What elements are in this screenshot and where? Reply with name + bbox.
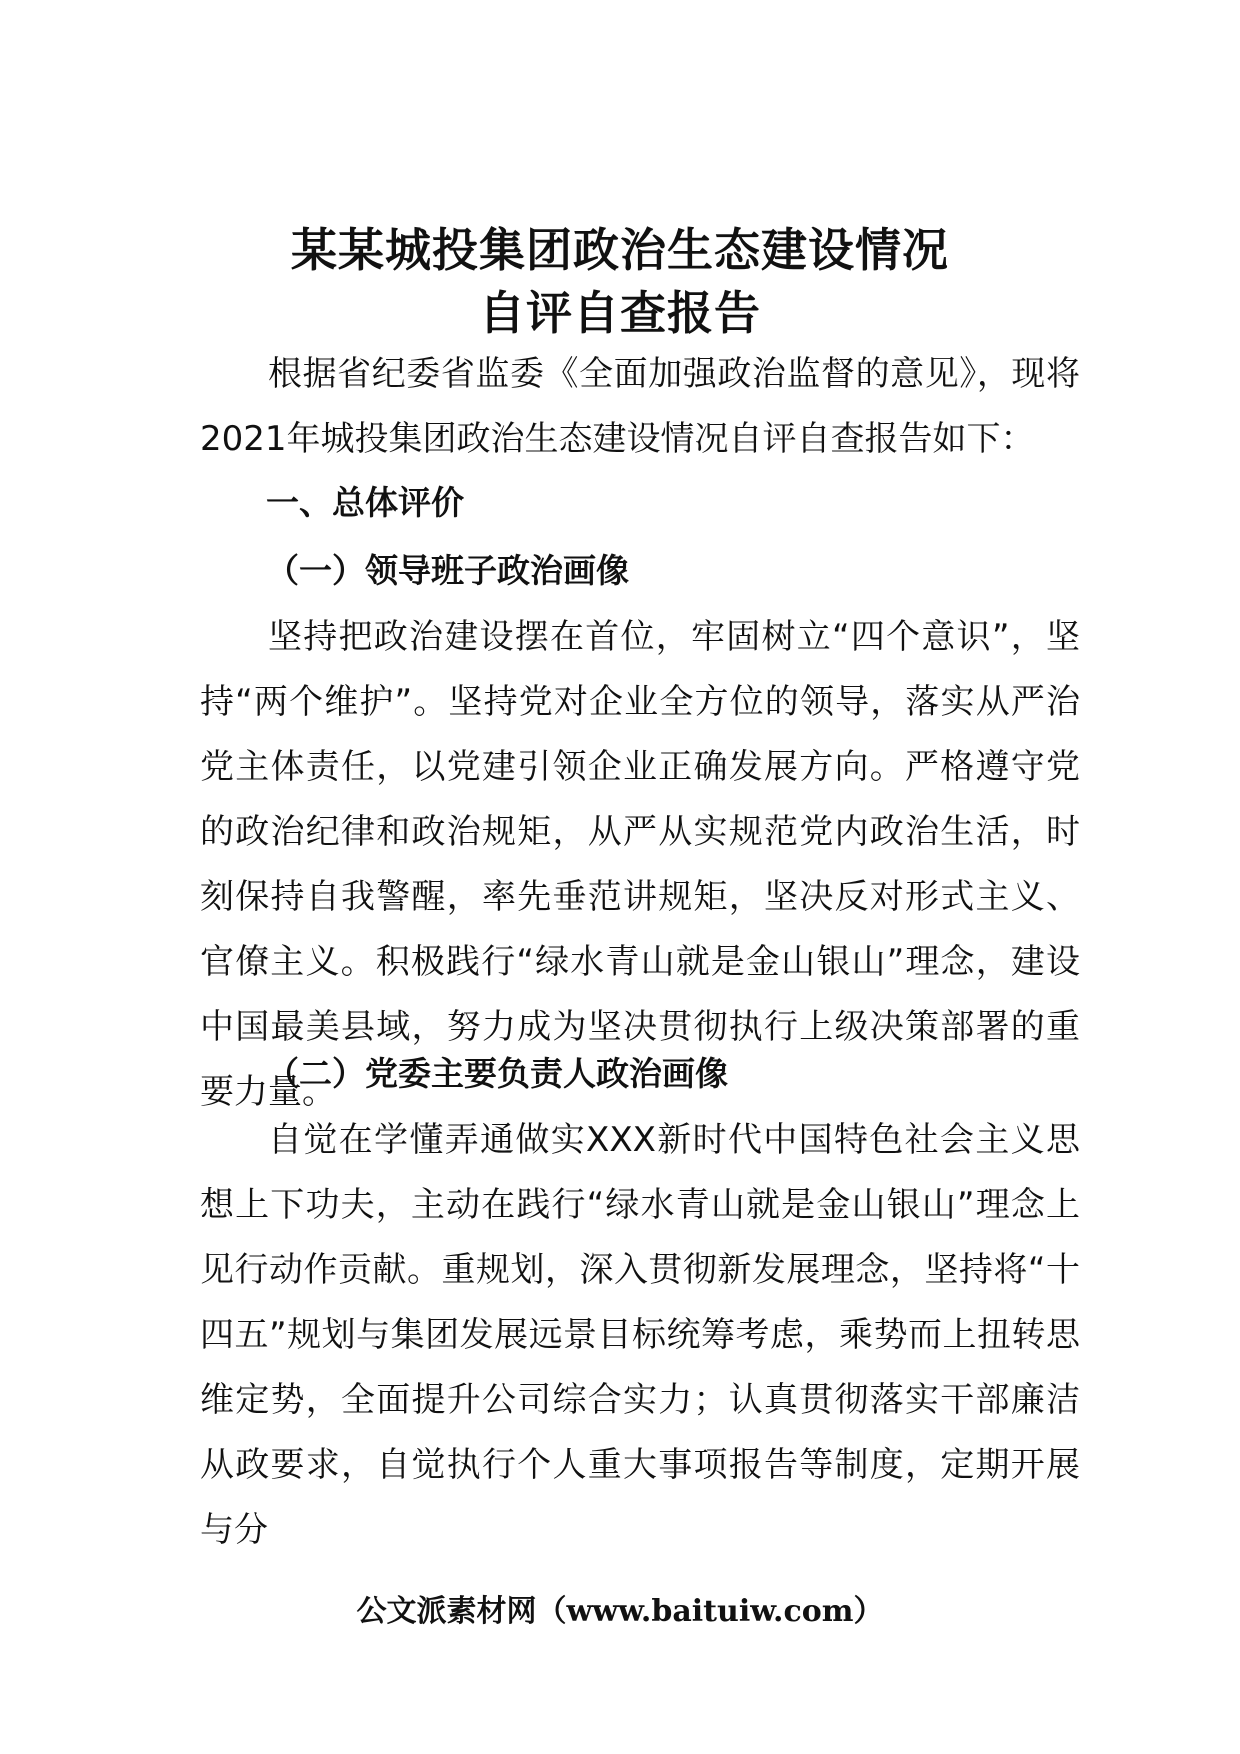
subsection-heading-leadership-profile: （一）领导班子政治画像 bbox=[266, 551, 629, 590]
subsection-heading-party-secretary-profile: （二）党委主要负责人政治画像 bbox=[266, 1054, 728, 1093]
document-title-line-2: 自评自查报告 bbox=[479, 286, 761, 340]
leadership-profile-paragraph: 坚持把政治建设摆在首位，牢固树立“四个意识”，坚持“两个维护”。坚持党对企业全方位的领导，落实从严治党主体责任，以党建引领企业正确发展方向。严格遵守党的政治纪律和政治规矩，从严从实规范党内政治生活，时刻保持自我警醒，率先垂范讲规矩，坚决反对形式主义、官僚主义。积极践行“绿水青山就是金山银山”理念，建设中国最美县域，努力成为坚决贯彻执行上级决策部署的重要力量。 bbox=[200, 617, 1080, 1112]
party-secretary-profile-paragraph: 自觉在学懂弄通做实XXX新时代中国特色社会主义思想上下功夫，主动在践行“绿水青山就是金山银山”理念上见行动作贡献。重规划，深入贯彻新发展理念，坚持将“十四五”规划与集团发展远景目标统筹考虑，乘势而上扭转思维定势，全面提升公司综合实力；认真贯彻落实干部廉洁从政要求，自觉执行个人重大事项报告等制度，定期开展与分 bbox=[200, 1120, 1080, 1550]
footer-watermark: 公文派素材网（www.baituiw.com） bbox=[356, 1594, 884, 1629]
section-heading-overall-evaluation: 一、总体评价 bbox=[266, 483, 464, 522]
intro-paragraph: 根据省纪委省监委《全面加强政治监督的意见》，现将2021年城投集团政治生态建设情况自评自查报告如下： bbox=[200, 354, 1080, 459]
document-title-line-1: 某某城投集团政治生态建设情况 bbox=[291, 223, 949, 277]
